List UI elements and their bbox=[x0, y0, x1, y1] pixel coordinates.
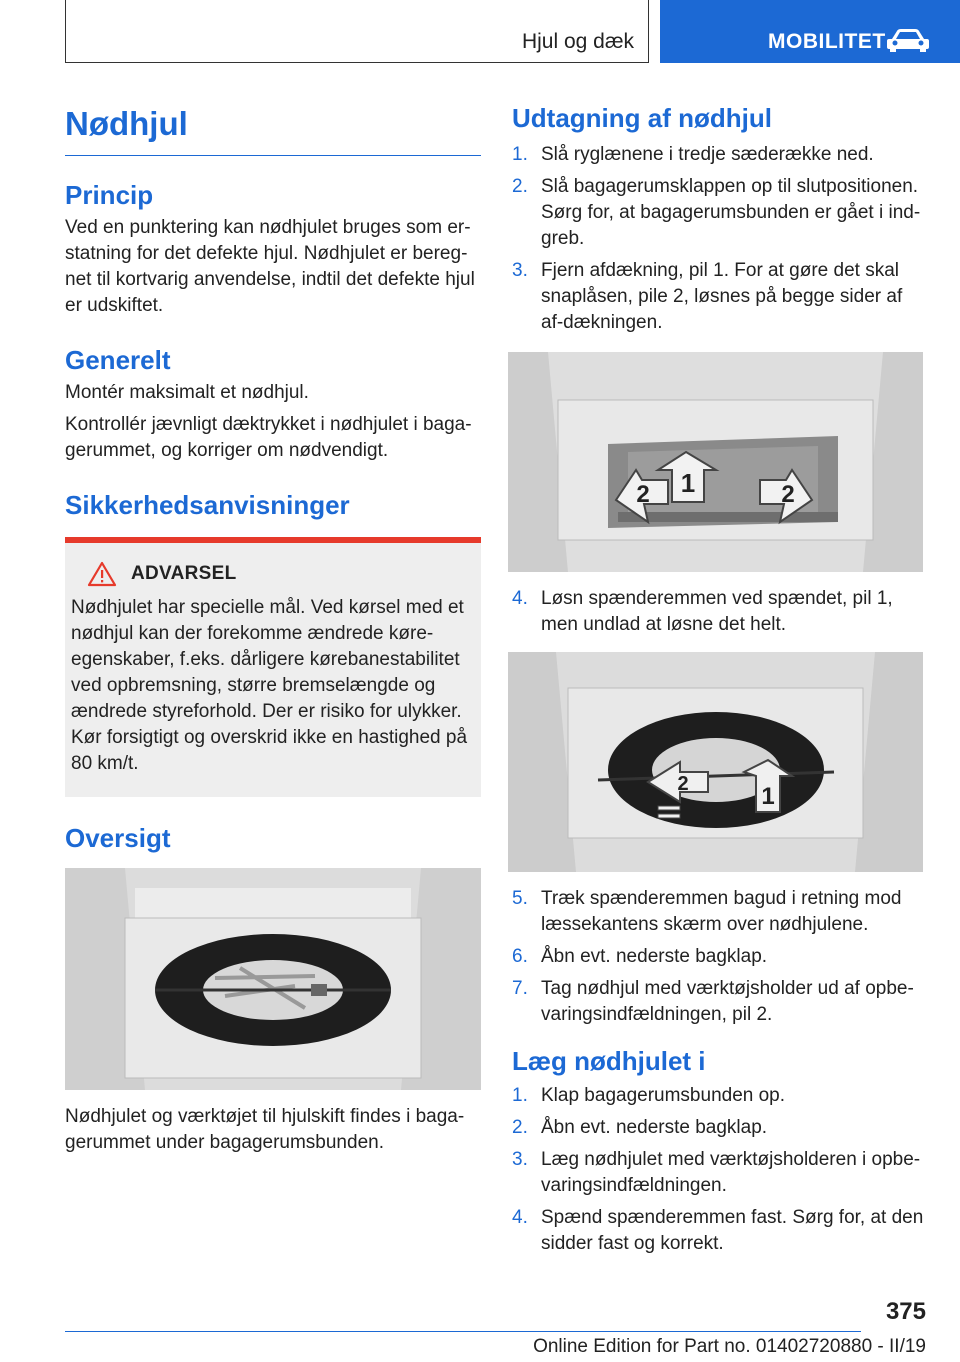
removal-heading: Udtagning af nødhjul bbox=[512, 103, 772, 133]
insert-heading: Læg nødhjulet i bbox=[512, 1046, 706, 1076]
header-chapter-label: MOBILITET bbox=[768, 30, 886, 53]
figure2-label-1: 1 bbox=[761, 783, 775, 810]
list-item: 1. Klap bagagerumsbunden op. bbox=[512, 1085, 786, 1106]
overview-image bbox=[65, 868, 481, 1090]
list-item: 6. Åbn evt. nederste bagklap. bbox=[512, 946, 768, 967]
footer-edition: Online Edition for Part no. 01402720880 - II/19 bbox=[533, 1336, 926, 1357]
removal-steps-b bbox=[512, 586, 926, 638]
warning-label: ADVARSEL bbox=[131, 563, 237, 584]
insert-steps bbox=[512, 1083, 926, 1257]
warning-triangle-icon bbox=[87, 561, 117, 587]
general-heading: Generelt bbox=[65, 345, 171, 375]
figure1-label-2-right: 2 bbox=[781, 481, 795, 508]
list-item: 4. Spænd spænderemmen fast. Sørg for, at den sidder fast og korrekt. bbox=[512, 1207, 924, 1254]
list-item: 4. Løsn spænderemmen ved spændet, pil 1, men undlad at løsne det helt. bbox=[512, 588, 893, 635]
figure1-label-1: 1 bbox=[680, 468, 696, 498]
list-item: 7. Tag nødhjul med værktøjsholder ud af opbe-varingsindfældningen, pil 2. bbox=[512, 978, 914, 1025]
principle-text: Ved en punktering kan nødhjulet bruges som er-statning for det defekte hjul. Nødhjulet er bereg-net til kortvarig anvendelse, indtil det defekte hjul er udskiftet. bbox=[65, 217, 475, 316]
figure2-label-2: 2 bbox=[677, 773, 689, 795]
removal-steps-a bbox=[512, 142, 926, 336]
left-column bbox=[65, 95, 481, 1156]
list-item: 1. Slå ryglænene i tredje sæderække ned. bbox=[512, 144, 874, 165]
footer-divider bbox=[65, 1331, 861, 1332]
header-chapter-tab[interactable] bbox=[660, 0, 960, 63]
warning-text: Nødhjulet har specielle mål. Ved kørsel med et nødhjul kan der forekomme ændrede køre-egenskaber, f.eks. dårligere kørebanestabilitet ved opbremsning, større bremselængde og ændrede styreforhold. Der er risiko for ulykker. Kør forsigtigt og overskrid ikke en hastighed på 80 km/t. bbox=[71, 597, 468, 774]
list-item: 3. Læg nødhjulet med værktøjsholderen i opbe-varingsindfældningen. bbox=[512, 1149, 921, 1196]
page-number: 375 bbox=[885, 1298, 926, 1325]
overview-heading: Oversigt bbox=[65, 823, 171, 853]
right-column bbox=[512, 95, 926, 1263]
page-title: Nødhjul bbox=[65, 105, 481, 156]
safety-heading: Sikkerhedsanvisninger bbox=[65, 490, 350, 520]
cover-removal-image bbox=[508, 352, 923, 572]
header-section-box bbox=[65, 0, 649, 63]
header-section-title: Hjul og dæk bbox=[521, 30, 634, 53]
car-icon bbox=[886, 27, 930, 53]
list-item: 2. Åbn evt. nederste bagklap. bbox=[512, 1117, 768, 1138]
removal-steps-c bbox=[512, 886, 926, 1028]
list-item: 3. Fjern afdækning, pil 1. For at gøre det skal snaplåsen, pile 2, løsnes på begge sider af af-dækningen. bbox=[512, 260, 903, 333]
principle-heading: Princip bbox=[65, 180, 154, 210]
general-text-1: Montér maksimalt et nødhjul. bbox=[65, 382, 309, 403]
figure1-label-2-left: 2 bbox=[636, 481, 650, 508]
general-text-2: Kontrollér jævnligt dæktrykket i nødhjulet i baga-gerummet, og korriger om nødvendigt. bbox=[65, 414, 472, 461]
overview-caption: Nødhjulet og værktøjet til hjulskift findes i baga-gerummet under bagagerumsbunden. bbox=[65, 1106, 465, 1153]
list-item: 5. Træk spænderemmen bagud i retning mod læssekantens skærm over nødhjulene. bbox=[512, 888, 902, 935]
list-item: 2. Slå bagagerumsklappen op til slutpositionen. Sørg for, at bagagerumsbunden er gået i ind-greb. bbox=[512, 176, 921, 249]
strap-release-image bbox=[508, 652, 923, 872]
warning-box bbox=[65, 537, 481, 797]
